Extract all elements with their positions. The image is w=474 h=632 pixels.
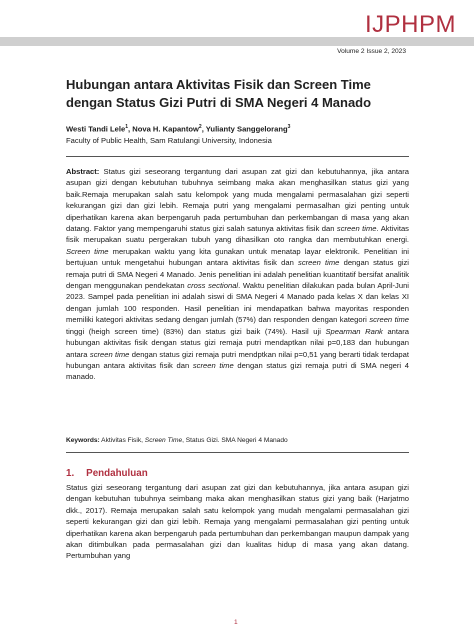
abstract-text: antara hubungan aktivitas fisik dengan status gizi remaja putri mendaptkan nilai p=0,183 dan hubungan antara [66,326,409,359]
volume-issue: Volume 2 Issue 2, 2023 [337,48,406,55]
keywords-label: Keywords: [66,437,100,444]
author-affil-mark: 1 [125,124,128,130]
abstract-text: dengan status gizi remaja putri di SMA negeri 4 manado. [66,360,410,382]
author-affil-mark: 2 [198,124,202,130]
abstract-term: screen time [89,349,130,359]
abstract-term: Screen time [66,246,109,256]
section-title: Pendahuluan [86,468,148,479]
abstract-text: tinggi (heigh screen time) (83%) dan status gizi baik (74%). Hasil uji [66,326,326,336]
abstract-text: Status gizi seseorang tergantung dari asupan zat gizi dan kebutuhannya, jika antara asupan gizi dengan kebutuhan tubuhnya seimbang maka akan menghasilkan status gizi yang baik.Remaja merupakan salah satu kelompok yang muda mengalami permasalahan gizi seperti kekurangan gizi dan gizi lebih. Remaja putri yang mengalami permasalhan gizi penting untuk diperhatikan karena akan berpengaruh pada pertumbuhan dan perkembangan di masa yang akan datang. Faktor yang mempengaruhi status gizi salah satunya aktivitas fisik dan [66,167,409,234]
abstract-term: screen time [298,258,340,268]
abstract-term: screen time [192,360,234,370]
author-affil-mark: 3 [287,124,291,130]
abstract-term: cross sectional [187,281,239,291]
abstract-text: . Waktu penelitian dilakukan pada bulan April-Juni 2023. Sampel pada penelitian ini adalah siswi di SMA Negeri 4 Manado pada kelas X dan kelas XI dengan jumlah 100 responden. Hasil penelitian ini mendapatkan bahwa mayoritas responden memiliki kategori aktivitas sedang dengan jumlah (57%) dan responden dengan kategori [66,281,409,325]
keywords-text: , Status Gizi. SMA Negeri 4 Manado [182,437,288,444]
abstract-text: dengan status gizi remaja putri mendptkan nilai p=0,51 yang berarti tidak terdapat hubungan antara aktivitas fisik dan [66,349,409,370]
abstract-term: Spearman Rank [325,326,383,336]
abstract-text: . Aktivitas fisik merupakan suatu pergerakan tubuh yang dihasilkan oto rangka dan membutuhkan energi. [66,224,409,245]
author-name: Nova H. Kapantow [132,124,199,134]
affiliation: Faculty of Public Health, Sam Ratulangi University, Indonesia [66,136,272,145]
abstract-label: Abstract: [66,167,100,176]
keywords [66,437,288,444]
abstract-top-rule [66,156,409,157]
body-paragraph: Status gizi seseorang tergantung dari asupan zat gizi dan kebutuhannya, jika antara asupan gizi dengan kebutuhan tubuhnya seimbang maka akan menghasilkan status gizi yang baik (Harjatmo dkk., 2017). Remaja merupakan salah satu kelompok yang mudah mengalami permasalahan gizi seperti kekurangan gizi dan gizi lebih. Remaja yang mengalami permasalahan gizi penting untuk diperhatikan karena akan berpengaruh pada pertumbuhan dan perkembangan maupun dampak yang akan ditimbulkan pada permasalahan gizi dan kualitas hidup di masa yang akan datang. Pertumbuhan yang [66,483,409,561]
abstract-term: screen time [336,224,377,234]
abstract-text: dengan status gizi remaja putri di SMA Negeri 4 Manado. Jenis penelitian ini adalah penelitian kuantitatif bersifat analitik dengan menggunakan pendekatan [66,258,409,291]
abstract-text: merupakan waktu yang kita gunakan untuk menatap layar elektronik. Penelitian ini bertujuan untuk mengetahui hubungan antara aktivitas fisik dan [66,246,409,268]
keywords-text: Aktivitas Fisik, [99,437,145,444]
section-heading [66,468,160,479]
page-number: 1 [234,619,238,626]
journal-name: IJPHPM [364,11,456,38]
abstract [66,166,409,383]
abstract-bottom-rule [66,452,409,453]
author-list: Westi Tandi Lele$^1$, Nova H. Kapantow$^2$, Yulianty Sanggelorang$^3$ [66,124,291,134]
article-title: Hubungan antara Aktivitas Fisik dan Screen Time dengan Status Gizi Putri di SMA Negeri 4 Manado [66,77,372,110]
abstract-term: screen time [369,315,409,325]
section-number: 1. [66,468,75,479]
author-name: Yulianty Sanggelorang [205,124,288,134]
author-name: Westi Tandi Lele [66,124,126,134]
keywords-term: Screen Time [144,437,183,444]
